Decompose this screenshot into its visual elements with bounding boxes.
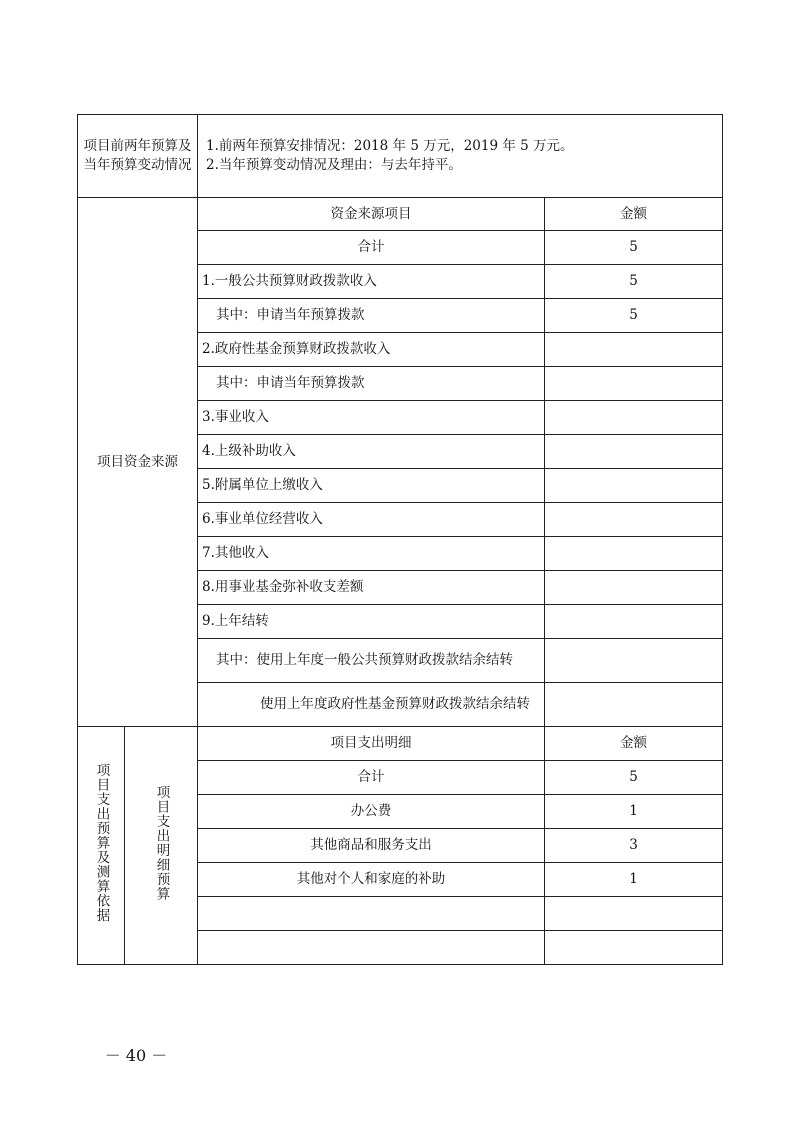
expenditure-row-item: 其他商品和服务支出: [198, 829, 545, 863]
expenditure-row-amount: 1: [545, 863, 723, 897]
budget-change-line-2: 2.当年预算变动情况及理由：与去年持平。: [206, 157, 462, 173]
expenditure-row-amount: 1: [545, 795, 723, 829]
budget-change-content: [198, 115, 723, 198]
funding-row-item: 3.事业收入: [198, 401, 545, 435]
budget-change-row: [78, 115, 723, 198]
expenditure-row-item: [198, 897, 545, 931]
funding-sources-label: 项目资金来源: [78, 198, 198, 727]
funding-row-amount: [545, 571, 723, 605]
budget-change-line-1: 1.前两年预算安排情况：2018 年 5 万元，2019 年 5 万元。: [206, 138, 574, 154]
page-number: － 40 －: [104, 1046, 168, 1065]
funding-row-amount: [545, 435, 723, 469]
budget-table: [77, 114, 723, 965]
funding-row-item: 1.一般公共预算财政拨款收入: [198, 265, 545, 299]
funding-row-item: 6.事业单位经营收入: [198, 503, 545, 537]
funding-row-item: 2.政府性基金预算财政拨款收入: [198, 333, 545, 367]
funding-row-amount: [545, 333, 723, 367]
funding-row-item: 使用上年度政府性基金预算财政拨款结余结转: [198, 683, 545, 727]
expenditure-row-item: 其他对个人和家庭的补助: [198, 863, 545, 897]
funding-row-amount: 5: [545, 265, 723, 299]
expenditure-header-item: 项目支出明细: [198, 727, 545, 761]
funding-row-item: 8.用事业基金弥补收支差额: [198, 571, 545, 605]
funding-row-amount: [545, 503, 723, 537]
funding-row-item: 4.上级补助收入: [198, 435, 545, 469]
expenditure-row-amount: 3: [545, 829, 723, 863]
funding-row-amount: [545, 639, 723, 683]
budget-change-label: 项目前两年预算及当年预算变动情况: [78, 115, 198, 198]
funding-row-item: 其中：申请当年预算拨款: [198, 367, 545, 401]
funding-header-amount: 金额: [545, 198, 723, 231]
expenditure-outer-label: 项目支出预算及测算依据: [78, 727, 125, 965]
funding-row-amount: 5: [545, 231, 723, 265]
funding-row-item: 合计: [198, 231, 545, 265]
expenditure-inner-label: 项目支出明细预算: [125, 727, 198, 965]
funding-row-amount: [545, 367, 723, 401]
funding-row-amount: [545, 683, 723, 727]
expenditure-row-item: 合计: [198, 761, 545, 795]
funding-header-row: [78, 198, 723, 231]
funding-row-amount: 5: [545, 299, 723, 333]
funding-row-item: 5.附属单位上缴收入: [198, 469, 545, 503]
funding-row-item: 7.其他收入: [198, 537, 545, 571]
funding-row-item: 其中：使用上年度一般公共预算财政拨款结余结转: [198, 639, 545, 683]
expenditure-row-item: [198, 931, 545, 965]
expenditure-row-amount: [545, 931, 723, 965]
funding-header-item: 资金来源项目: [198, 198, 545, 231]
expenditure-row-amount: [545, 897, 723, 931]
funding-row-item: 其中：申请当年预算拨款: [198, 299, 545, 333]
expenditure-header-row: [78, 727, 723, 761]
funding-row-amount: [545, 605, 723, 639]
expenditure-header-amount: 金额: [545, 727, 723, 761]
expenditure-row-amount: 5: [545, 761, 723, 795]
budget-form: [77, 114, 722, 957]
expenditure-row-item: 办公费: [198, 795, 545, 829]
funding-row-amount: [545, 537, 723, 571]
funding-row-amount: [545, 469, 723, 503]
funding-row-item: 9.上年结转: [198, 605, 545, 639]
funding-row-amount: [545, 401, 723, 435]
